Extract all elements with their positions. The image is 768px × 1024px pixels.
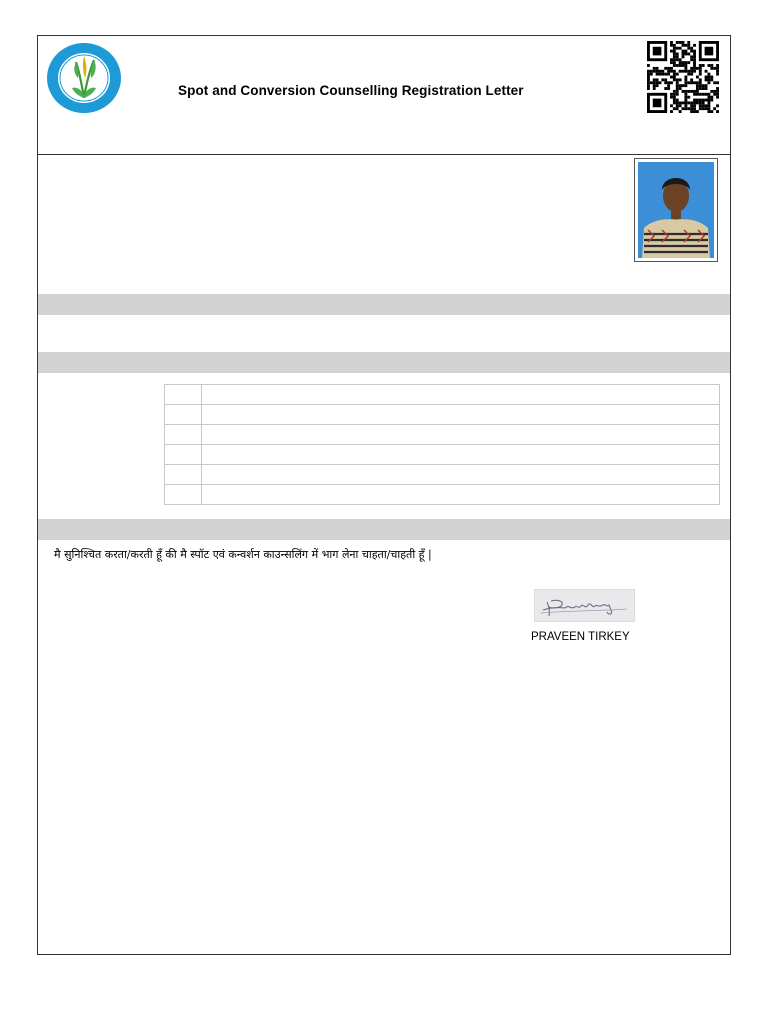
table-cell-label xyxy=(165,465,202,485)
table-cell-value xyxy=(202,425,720,445)
table-cell-value xyxy=(202,405,720,425)
table-row xyxy=(165,385,720,405)
table-cell-label xyxy=(165,425,202,445)
university-logo-icon xyxy=(46,42,122,114)
section-bar-1 xyxy=(38,294,730,315)
table-row xyxy=(165,485,720,505)
letter-frame xyxy=(37,35,731,955)
table-cell-label xyxy=(165,385,202,405)
table-row xyxy=(165,405,720,425)
section-bar-2 xyxy=(38,352,730,373)
applicant-photo xyxy=(634,158,718,262)
table-row xyxy=(165,465,720,485)
letter-title: Spot and Conversion Counselling Registration Letter xyxy=(178,83,524,98)
table-row xyxy=(165,445,720,465)
table-cell-value xyxy=(202,385,720,405)
table-cell-value xyxy=(202,485,720,505)
signature-image xyxy=(534,589,635,622)
qr-code-icon xyxy=(647,41,719,113)
table-cell-value xyxy=(202,465,720,485)
declaration-text: मै सुनिश्चित करता/करती हूँ की मै स्पॉट एवं कन्वर्शन काउन्सलिंग में भाग लेना चाहता/चाहती हूँ | xyxy=(54,548,432,561)
signatory-name: PRAVEEN TIRKEY xyxy=(531,631,630,643)
letter-header xyxy=(38,36,730,155)
table-cell-label xyxy=(165,485,202,505)
table-cell-label xyxy=(165,445,202,465)
details-table xyxy=(164,384,720,505)
table-cell-label xyxy=(165,405,202,425)
table-row xyxy=(165,425,720,445)
table-cell-value xyxy=(202,445,720,465)
section-bar-3 xyxy=(38,519,730,540)
